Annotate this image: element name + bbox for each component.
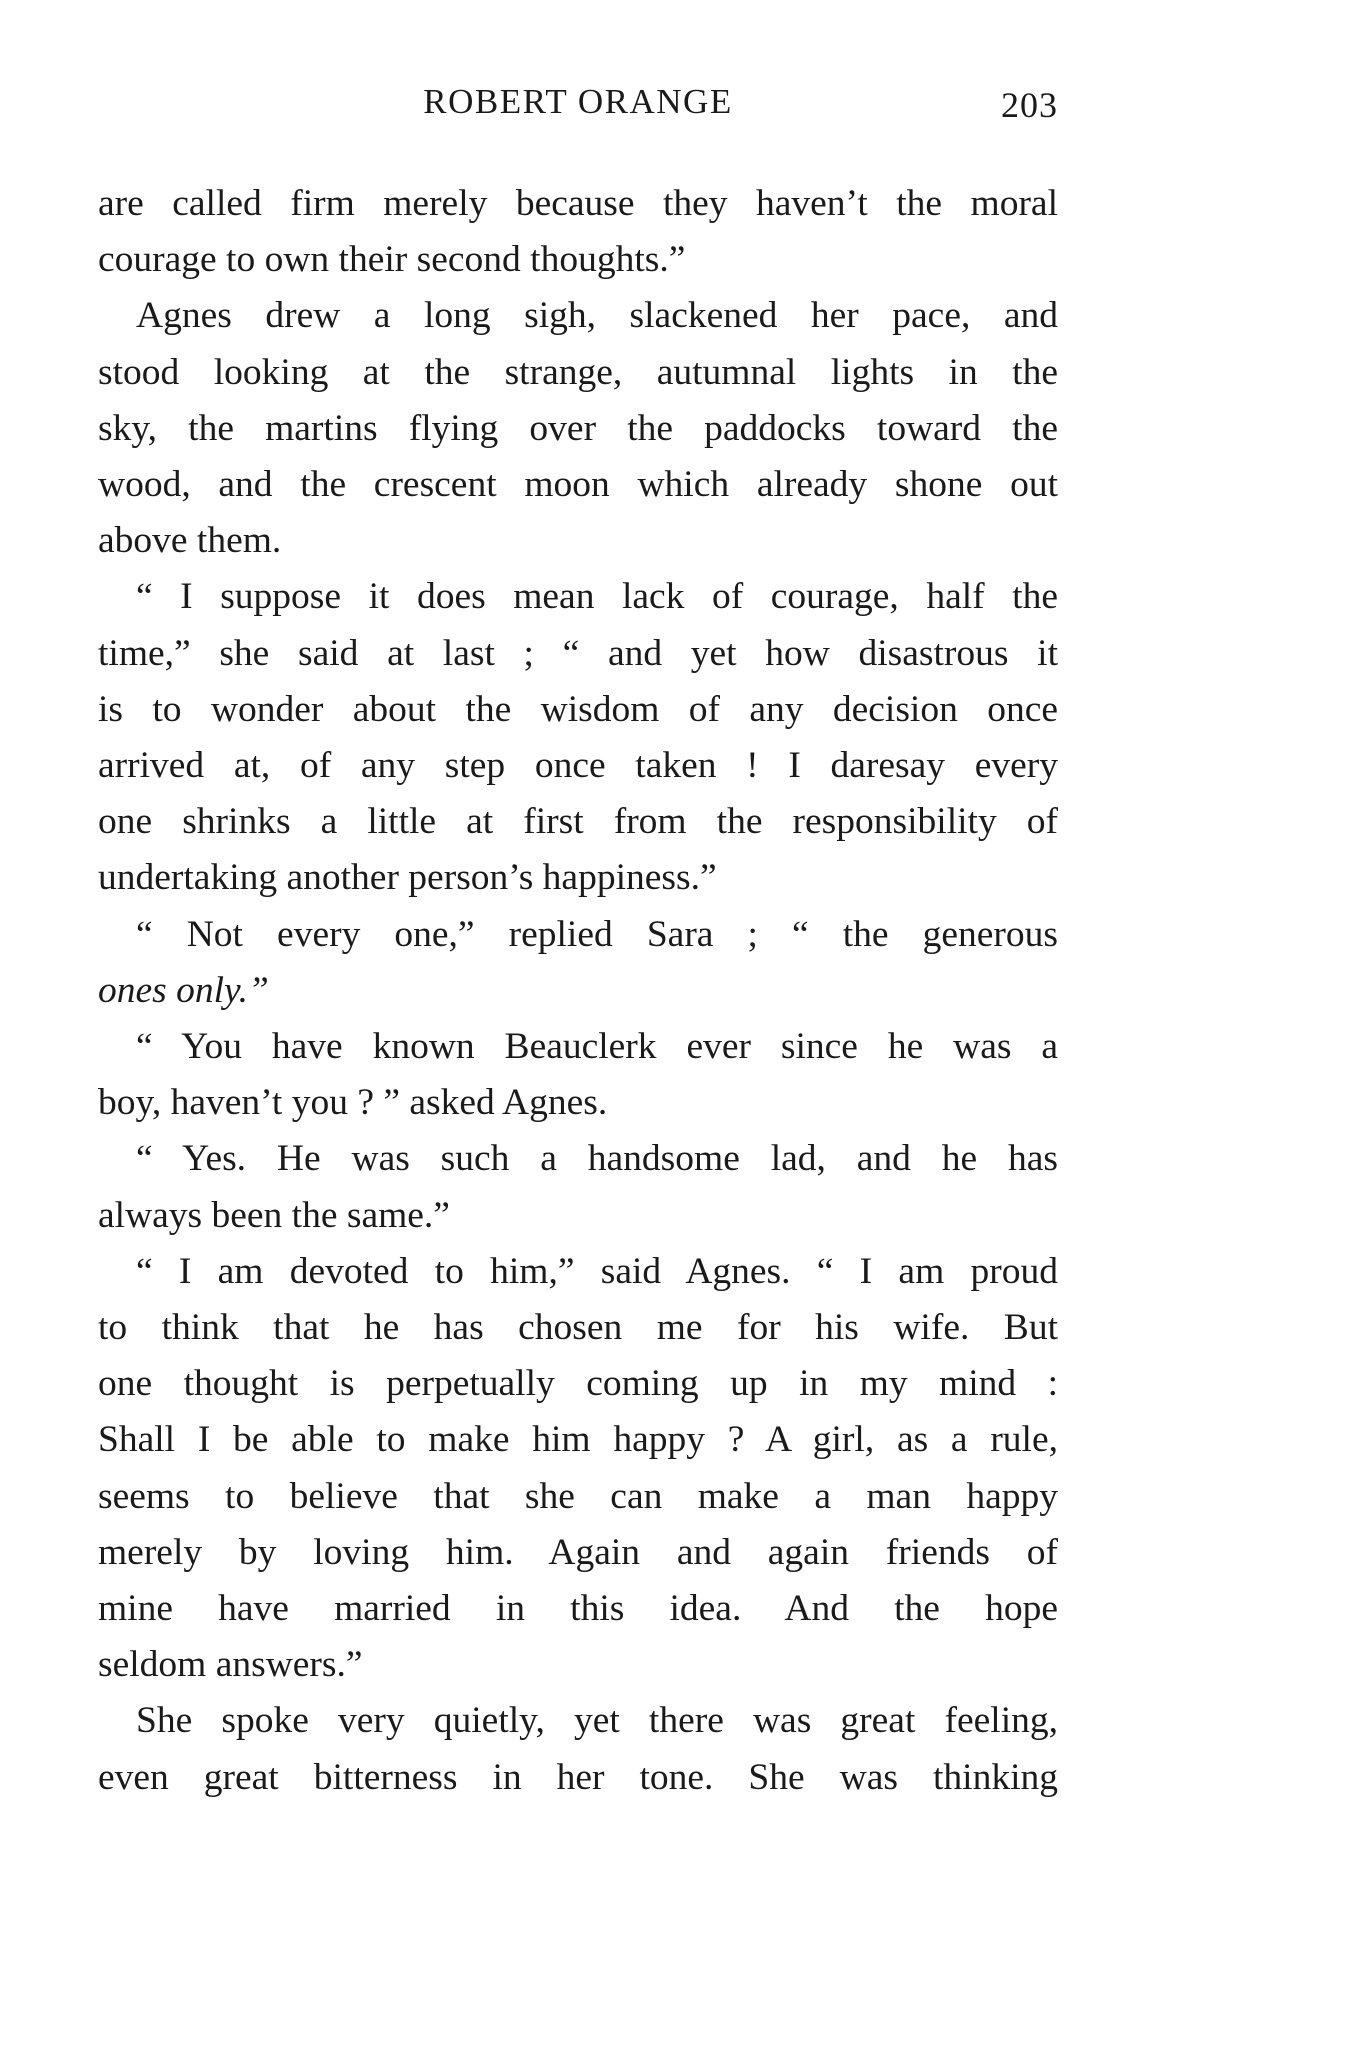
text-line: seldom answers.” bbox=[98, 1644, 363, 1686]
text-line: is to wonder about the wisdom of any decision once bbox=[98, 688, 1058, 730]
text-line: “ Yes. He was such a handsome lad, and he has bbox=[136, 1138, 1058, 1180]
text-line: Shall I be able to make him happy ? A girl, as a rule, bbox=[98, 1419, 1058, 1461]
text-line: are called firm merely because they haven’t the moral bbox=[98, 183, 1058, 224]
running-head bbox=[98, 82, 1058, 132]
text-line: undertaking another person’s happiness.” bbox=[98, 857, 717, 899]
text-line: seems to believe that she can make a man happy bbox=[98, 1475, 1058, 1517]
text-line: boy, haven’t you ? ” asked Agnes. bbox=[98, 1082, 608, 1124]
text-line: ones only.” bbox=[98, 969, 269, 1011]
paragraph-3 bbox=[98, 569, 1058, 906]
text-line: always been the same.” bbox=[98, 1194, 450, 1236]
text-line: Agnes drew a long sigh, slackened her pace, and bbox=[136, 295, 1058, 337]
paragraph-1 bbox=[98, 176, 1058, 288]
text-line: “ I suppose it does mean lack of courage, half the bbox=[136, 576, 1058, 618]
text-line: one thought is perpetually coming up in my mind : bbox=[98, 1363, 1058, 1405]
text-line: time,” she said at last ; “ and yet how disastrous it bbox=[98, 632, 1058, 674]
page-number: 203 bbox=[1001, 85, 1058, 125]
text-line: “ You have known Beauclerk ever since he was a bbox=[136, 1026, 1058, 1068]
text-line: courage to own their second thoughts.” bbox=[98, 239, 686, 281]
paragraph-7 bbox=[98, 1244, 1058, 1694]
text-line: one shrinks a little at first from the responsibility of bbox=[98, 801, 1058, 843]
text-line: “ Not every one,” replied Sara ; “ the generous bbox=[136, 913, 1058, 955]
text-line: arrived at, of any step once taken ! I daresay every bbox=[98, 745, 1058, 787]
text-line: “ I am devoted to him,” said Agnes. “ I am proud bbox=[136, 1250, 1058, 1292]
paragraph-8 bbox=[98, 1693, 1058, 1805]
body-text bbox=[98, 176, 1058, 1806]
running-title: ROBERT ORANGE bbox=[423, 82, 733, 121]
text-line: even great bitterness in her tone. She was thinking bbox=[98, 1756, 1058, 1798]
text-line: to think that he has chosen me for his wife. But bbox=[98, 1307, 1058, 1349]
text-line: mine have married in this idea. And the hope bbox=[98, 1588, 1058, 1630]
text-line: sky, the martins flying over the paddocks toward the bbox=[98, 407, 1058, 449]
text-line: stood looking at the strange, autumnal lights in the bbox=[98, 351, 1058, 393]
text-line: merely by loving him. Again and again friends of bbox=[98, 1531, 1058, 1573]
text-line: above them. bbox=[98, 520, 282, 562]
paragraph-6 bbox=[98, 1131, 1058, 1243]
text-line: wood, and the crescent moon which already shone out bbox=[98, 464, 1058, 506]
paragraph-5 bbox=[98, 1019, 1058, 1131]
paragraph-2 bbox=[98, 288, 1058, 569]
paragraph-4 bbox=[98, 907, 1058, 1019]
text-line: She spoke very quietly, yet there was great feeling, bbox=[136, 1700, 1058, 1742]
